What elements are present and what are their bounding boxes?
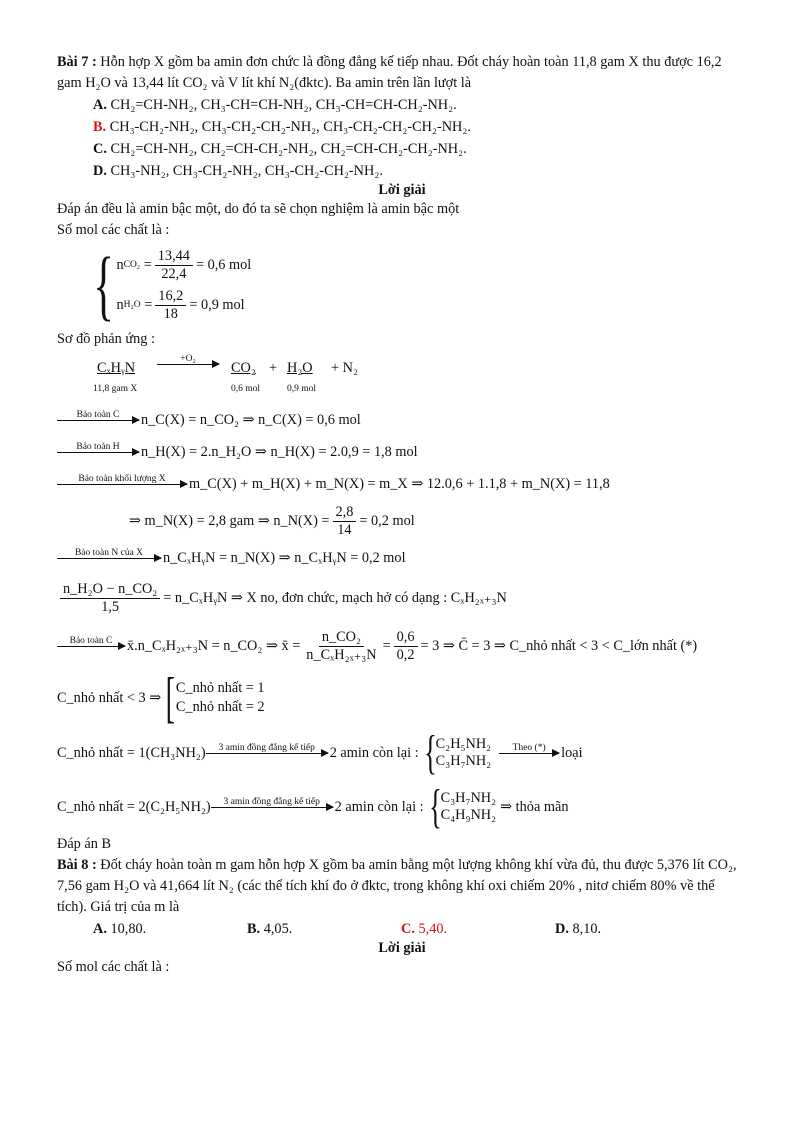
step-bao-toan-h: Bảo toàn H n_H(X) = 2.n_H₂O ⇒ n_H(X) = 2.0,9 = 1,8 mol (57, 436, 747, 468)
ratio-line: $\frac{\text{n\_H₂O − n\_CO₂}}{1,5}$ = n_CₓHᵧN ⇒ X no, đơn chức, mạch hở có dạng : CₓH₂ₓ₊₃N (57, 574, 747, 622)
bai7-option-a: A. CH₂=CH-NH₂, CH₃-CH=CH-NH₂, CH₃-CH=CH-CH₂-NH₂. (93, 97, 457, 113)
step-bao-toan-n: Bảo toàn N của X n_CₓHᵧN = n_N(X) ⇒ n_CₓHᵧN = 0,2 mol (57, 542, 747, 574)
mol-system (85, 241, 747, 328)
bai7-option-b: B. CH₃-CH₂-NH₂, CH₃-CH₂-CH₂-NH₂, CH₃-CH₂-CH₂-CH₂-NH₂. (93, 119, 471, 135)
bai7-intro1: Đáp án đều là amin bậc một, do đó ta sẽ chọn nghiệm là amin bậc một (57, 201, 460, 217)
bai8-option-c: C. 5,40. (401, 921, 448, 937)
bai7-option-d: D. CH₃-NH₂, CH₃-CH₂-NH₂, CH₃-CH₂-CH₂-NH₂. (93, 163, 383, 179)
bai7-question (57, 52, 747, 94)
case-1: C_nhỏ nhất = 1(CH₃NH₂) 3 amin đồng đẳng kế tiếp 2 amin còn lại : { C₂H₅NH₂ C₃H₇NH₂ Theo (*) loại (57, 726, 583, 779)
bai7-solution-title: Lời giải (378, 182, 426, 198)
carbon-average-line: Bảo toàn C x̄.n_CₓH₂ₓ₊₃N = n_CO₂ ⇒ x̄ = $\frac{\text{n\_CO₂}}{\text{n\_CₓH₂ₓ₊₃N}}$ = $\frac{0,6}{0,2}$ = 3 ⇒ C̄ = 3 ⇒ C_nhỏ nhất < 3 < C_lớn nhất (*) (57, 622, 747, 670)
bai7-answer: Đáp án B (57, 836, 111, 852)
mol-co2: n CO₂ = $\frac{13,44}{22,4}$ = 0,6 mol (116, 247, 252, 282)
step-bao-toan-khoi-luong: Bảo toàn khối lượng X m_C(X) + m_H(X) + m_N(X) = m_X ⇒ 12.0,6 + 1.1,8 + m_N(X) = 11,8 (57, 468, 747, 500)
scheme-label: Sơ đồ phản ứng : (57, 331, 155, 347)
mn-line: ⇒ m_N(X) = 2,8 gam ⇒ n_N(X) = $\frac{2,8}{14}$ = 0,2 mol (129, 503, 415, 538)
bai7-option-c: C. CH₂=CH-NH₂, CH₂=CH-CH₂-NH₂, CH₂=CH-CH₂-CH₂-NH₂. (93, 141, 467, 157)
document-page (57, 52, 747, 978)
bai8-options (57, 918, 747, 940)
bai8-heading: Bài 8 : (57, 857, 97, 873)
cmin-cases: C_nhỏ nhất < 3 ⇒ [ C_nhỏ nhất = 1 C_nhỏ nhất = 2 (57, 667, 265, 729)
bai8-intro: Số mol các chất là : (57, 959, 170, 975)
bai8-option-b: B. 4,05. (247, 921, 293, 937)
mol-h2o: n H₂O = $\frac{16,2}{18}$ = 0,9 mol (116, 287, 245, 322)
bai8-option-a: A. 10,80. (93, 921, 147, 937)
bai8-solution-title: Lời giải (378, 940, 426, 956)
bai7-question-text: Hỗn hợp X gồm ba amin đơn chức là đồng đẳng kế tiếp nhau. Đốt cháy hoàn toàn 11,8 gam X thu được 16,2 gam H₂O và 13,44 lít CO₂ và V lít khí N₂(đktc). Ba amin trên lần lượt là (57, 54, 722, 91)
reaction-scheme: CₓHᵧN 11,8 gam X +O₂ CO₂ 0,6 mol + H₂O 0,9 mol + N₂ (93, 354, 358, 394)
left-brace: { (93, 241, 115, 328)
bai8-question: Bài 8 : Đốt cháy hoàn toàn m gam hỗn hợp X gồm ba amin bằng một lượng không khí vừa đủ, thu được 5,376 lít CO₂, 7,56 gam H₂O và 41,664 lít N₂ (các thể tích khí đo ở đktc, trong không khí oxi chiếm 20% , nitơ chiếm 80% về thể tích). Giá trị của m là (57, 857, 737, 915)
step-bao-toan-c: Bảo toàn C n_C(X) = n_CO₂ ⇒ n_C(X) = 0,6 mol (57, 404, 747, 436)
bai7-heading: Bài 7 : (57, 54, 97, 70)
case-2: C_nhỏ nhất = 2(C₂H₅NH₂) 3 amin đồng đẳng kế tiếp 2 amin còn lại : { C₃H₇NH₂ C₄H₉NH₂ ⇒ thỏa mãn (57, 780, 569, 833)
bai8-option-d: D. 8,10. (555, 921, 602, 937)
bai7-intro2: Số mol các chất là : (57, 222, 170, 238)
